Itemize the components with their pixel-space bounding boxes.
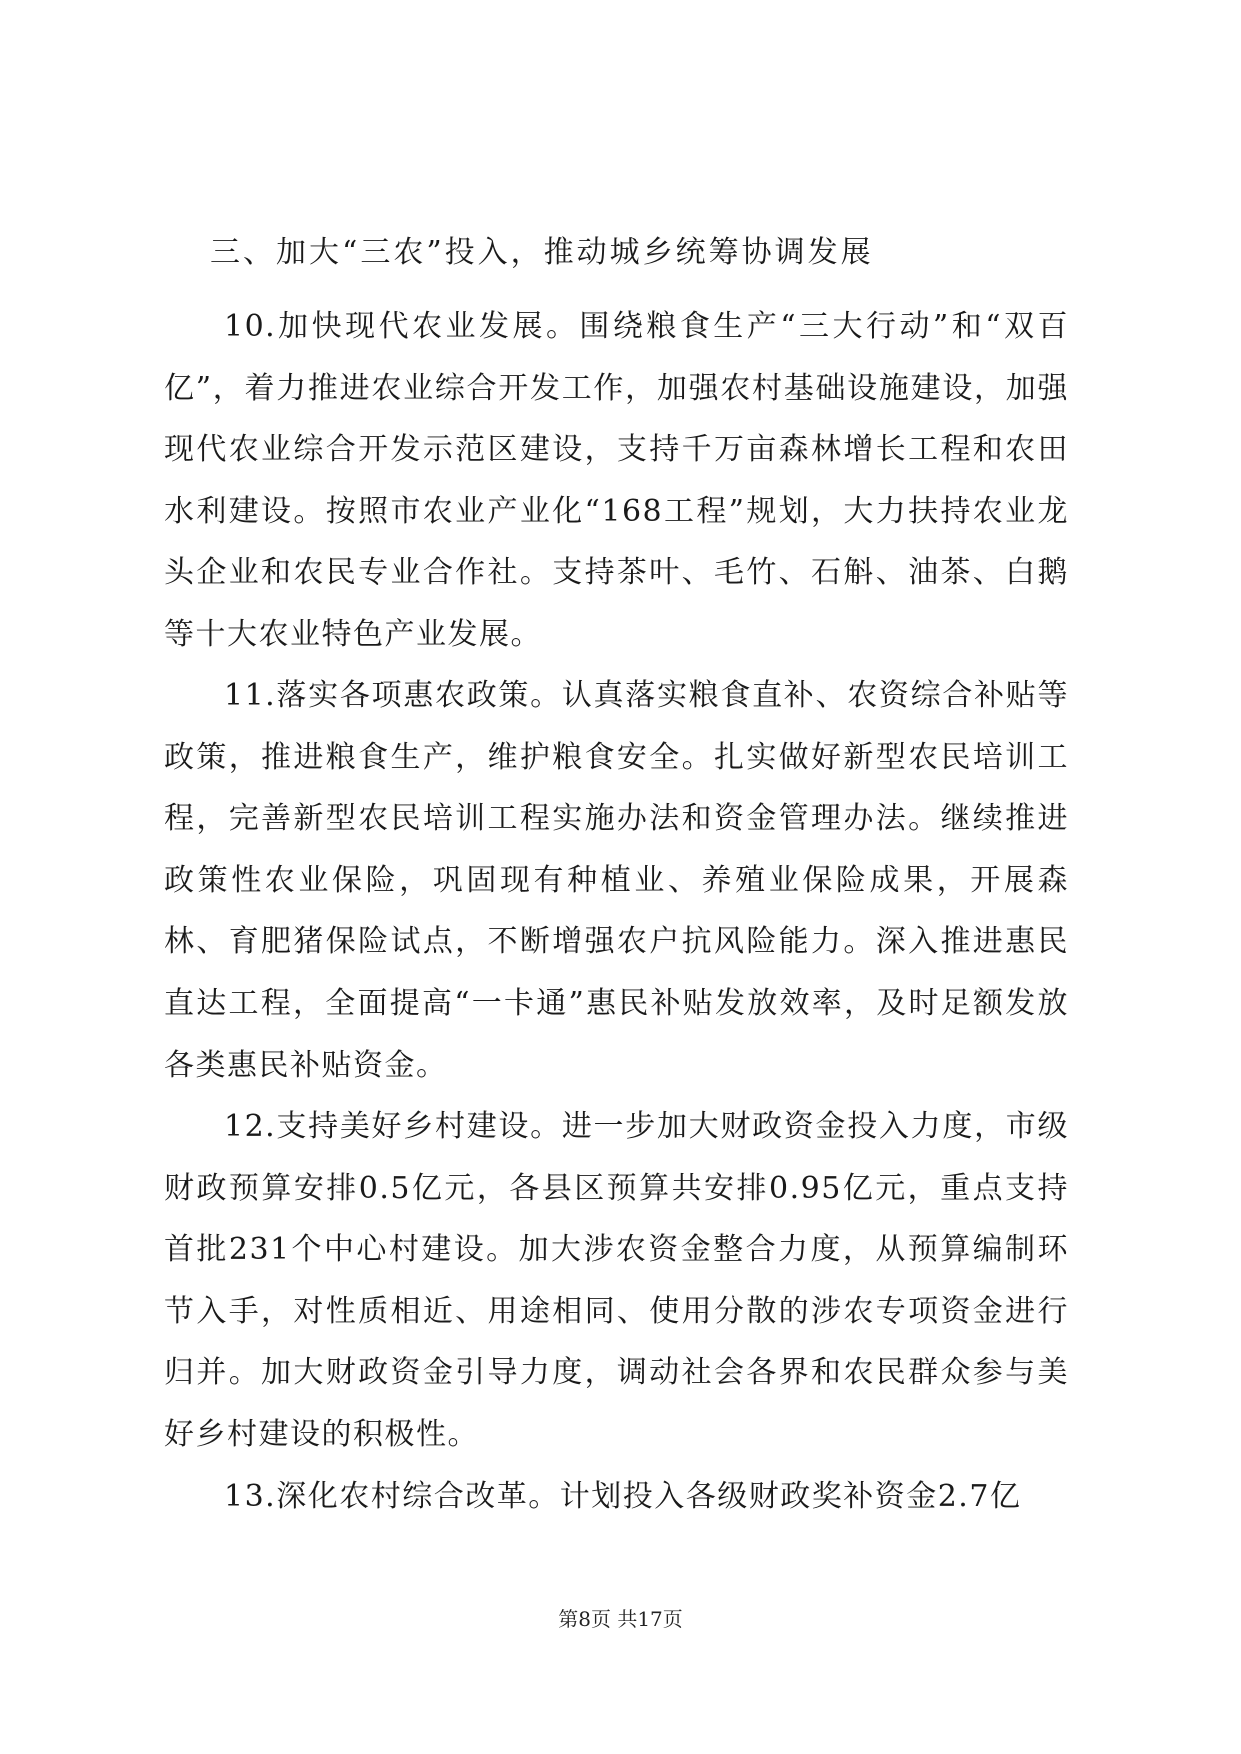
paragraph-10: 10.加快现代农业发展。围绕粮食生产“三大行动”和“双百亿”，着力推进农业综合开发工作，加强农村基础设施建设，加强现代农业综合开发示范区建设，支持千万亩森林增长工程和农田水利建设。按照市农业产业化“168工程”规划，大力扶持农业龙头企业和农民专业合作社。支持茶叶、毛竹、石斛、油茶、白鹅等十大农业特色产业发展。 xyxy=(164,309,1069,652)
page-footer: 第8页 共17页 xyxy=(558,1607,683,1631)
section-heading: 三、加大“三农”投入，推动城乡统筹协调发展 xyxy=(210,235,874,270)
paragraph-11: 11.落实各项惠农政策。认真落实粮食直补、农资综合补贴等政策，推进粮食生产，维护粮食安全。扎实做好新型农民培训工程，完善新型农民培训工程实施办法和资金管理办法。继续推进政策性农业保险，巩固现有种植业、养殖业保险成果，开展森林、育肥猪保险试点，不断增强农户抗风险能力。深入推进惠民直达工程，全面提高“一卡通”惠民补贴发放效率，及时足额发放各类惠民补贴资金。 xyxy=(164,678,1069,1083)
paragraph-13: 13.深化农村综合改革。计划投入各级财政奖补资金2.7亿 xyxy=(224,1479,1022,1514)
paragraph-12: 12.支持美好乡村建设。进一步加大财政资金投入力度，市级财政预算安排0.5亿元，各县区预算共安排0.95亿元，重点支持首批231个中心村建设。加大涉农资金整合力度，从预算编制环节入手，对性质相近、用途相同、使用分散的涉农专项资金进行归并。加大财政资金引导力度，调动社会各界和农民群众参与美好乡村建设的积极性。 xyxy=(164,1109,1069,1452)
